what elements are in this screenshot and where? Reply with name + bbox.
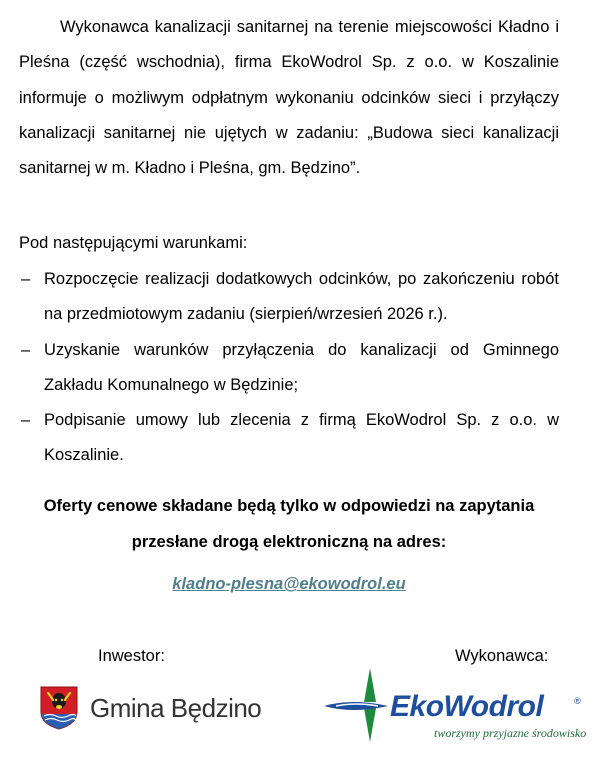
list-dash: –: [21, 270, 31, 288]
list-item: [19, 262, 559, 333]
ekowodrol-logo-eko: Eko: [390, 690, 444, 723]
offer-notice: [19, 488, 559, 560]
ekowodrol-logo-wodrol: Wodrol: [443, 690, 544, 723]
list-dash: –: [21, 411, 31, 430]
gmina-logo-text: Gmina Będzino: [90, 692, 262, 723]
list-item: [19, 403, 559, 474]
offer-line-1: Oferty cenowe składane będą tylko w odpowiedzi na zapytania: [43, 497, 535, 515]
ekowodrol-logo: [322, 668, 604, 748]
registered-mark: ®: [574, 696, 581, 706]
gmina-logo: [40, 686, 261, 730]
conditions-lead: Pod następującymi warunkami:: [19, 234, 248, 252]
list-item-text: Rozpoczęcie realizacji dodatkowych odcinków, po zakończeniu robót na przedmiotowym zadaniu (sierpień/wrzesień 2026 r.).: [44, 270, 559, 324]
list-item-text: Uzyskanie warunków przyłączenia do kanalizacji od Gminnego Zakładu Komunalnego w Będzinie;: [44, 340, 559, 394]
offer-line-2: przesłane drogą elektroniczną na adres:: [131, 533, 447, 551]
ekowodrol-logo-icon: [322, 668, 392, 742]
investor-label: Inwestor:: [98, 647, 165, 665]
list-item: [19, 333, 559, 404]
list-dash: –: [21, 340, 31, 359]
contractor-label: Wykonawca:: [455, 647, 549, 665]
conditions-list: [19, 262, 559, 474]
list-item-text: Podpisanie umowy lub zlecenia z firmą EkoWodrol Sp. z o.o. w Koszalinie.: [44, 411, 559, 465]
intro-paragraph: Wykonawca kanalizacji sanitarnej na terenie miejscowości Kładno i Pleśna (część wschodnia), firma EkoWodrol Sp. z o.o. w Koszalinie informuje o możliwym odpłatnym wykonaniu odcinków sieci i przyłączy kanalizacji sanitarnej nie ujętych w zadaniu: „Budowa sieci kanalizacji sanitarnej w m. Kładno i Pleśna, gm. Będzino”.: [19, 18, 559, 178]
ekowodrol-logo-wordmark: [390, 690, 543, 724]
gmina-bedzino-crest-icon: [40, 686, 78, 730]
ekowodrol-tagline: tworzymy przyjazne środowisko: [434, 726, 587, 740]
email-link[interactable]: kladno-plesna@ekowodrol.eu: [172, 575, 406, 593]
